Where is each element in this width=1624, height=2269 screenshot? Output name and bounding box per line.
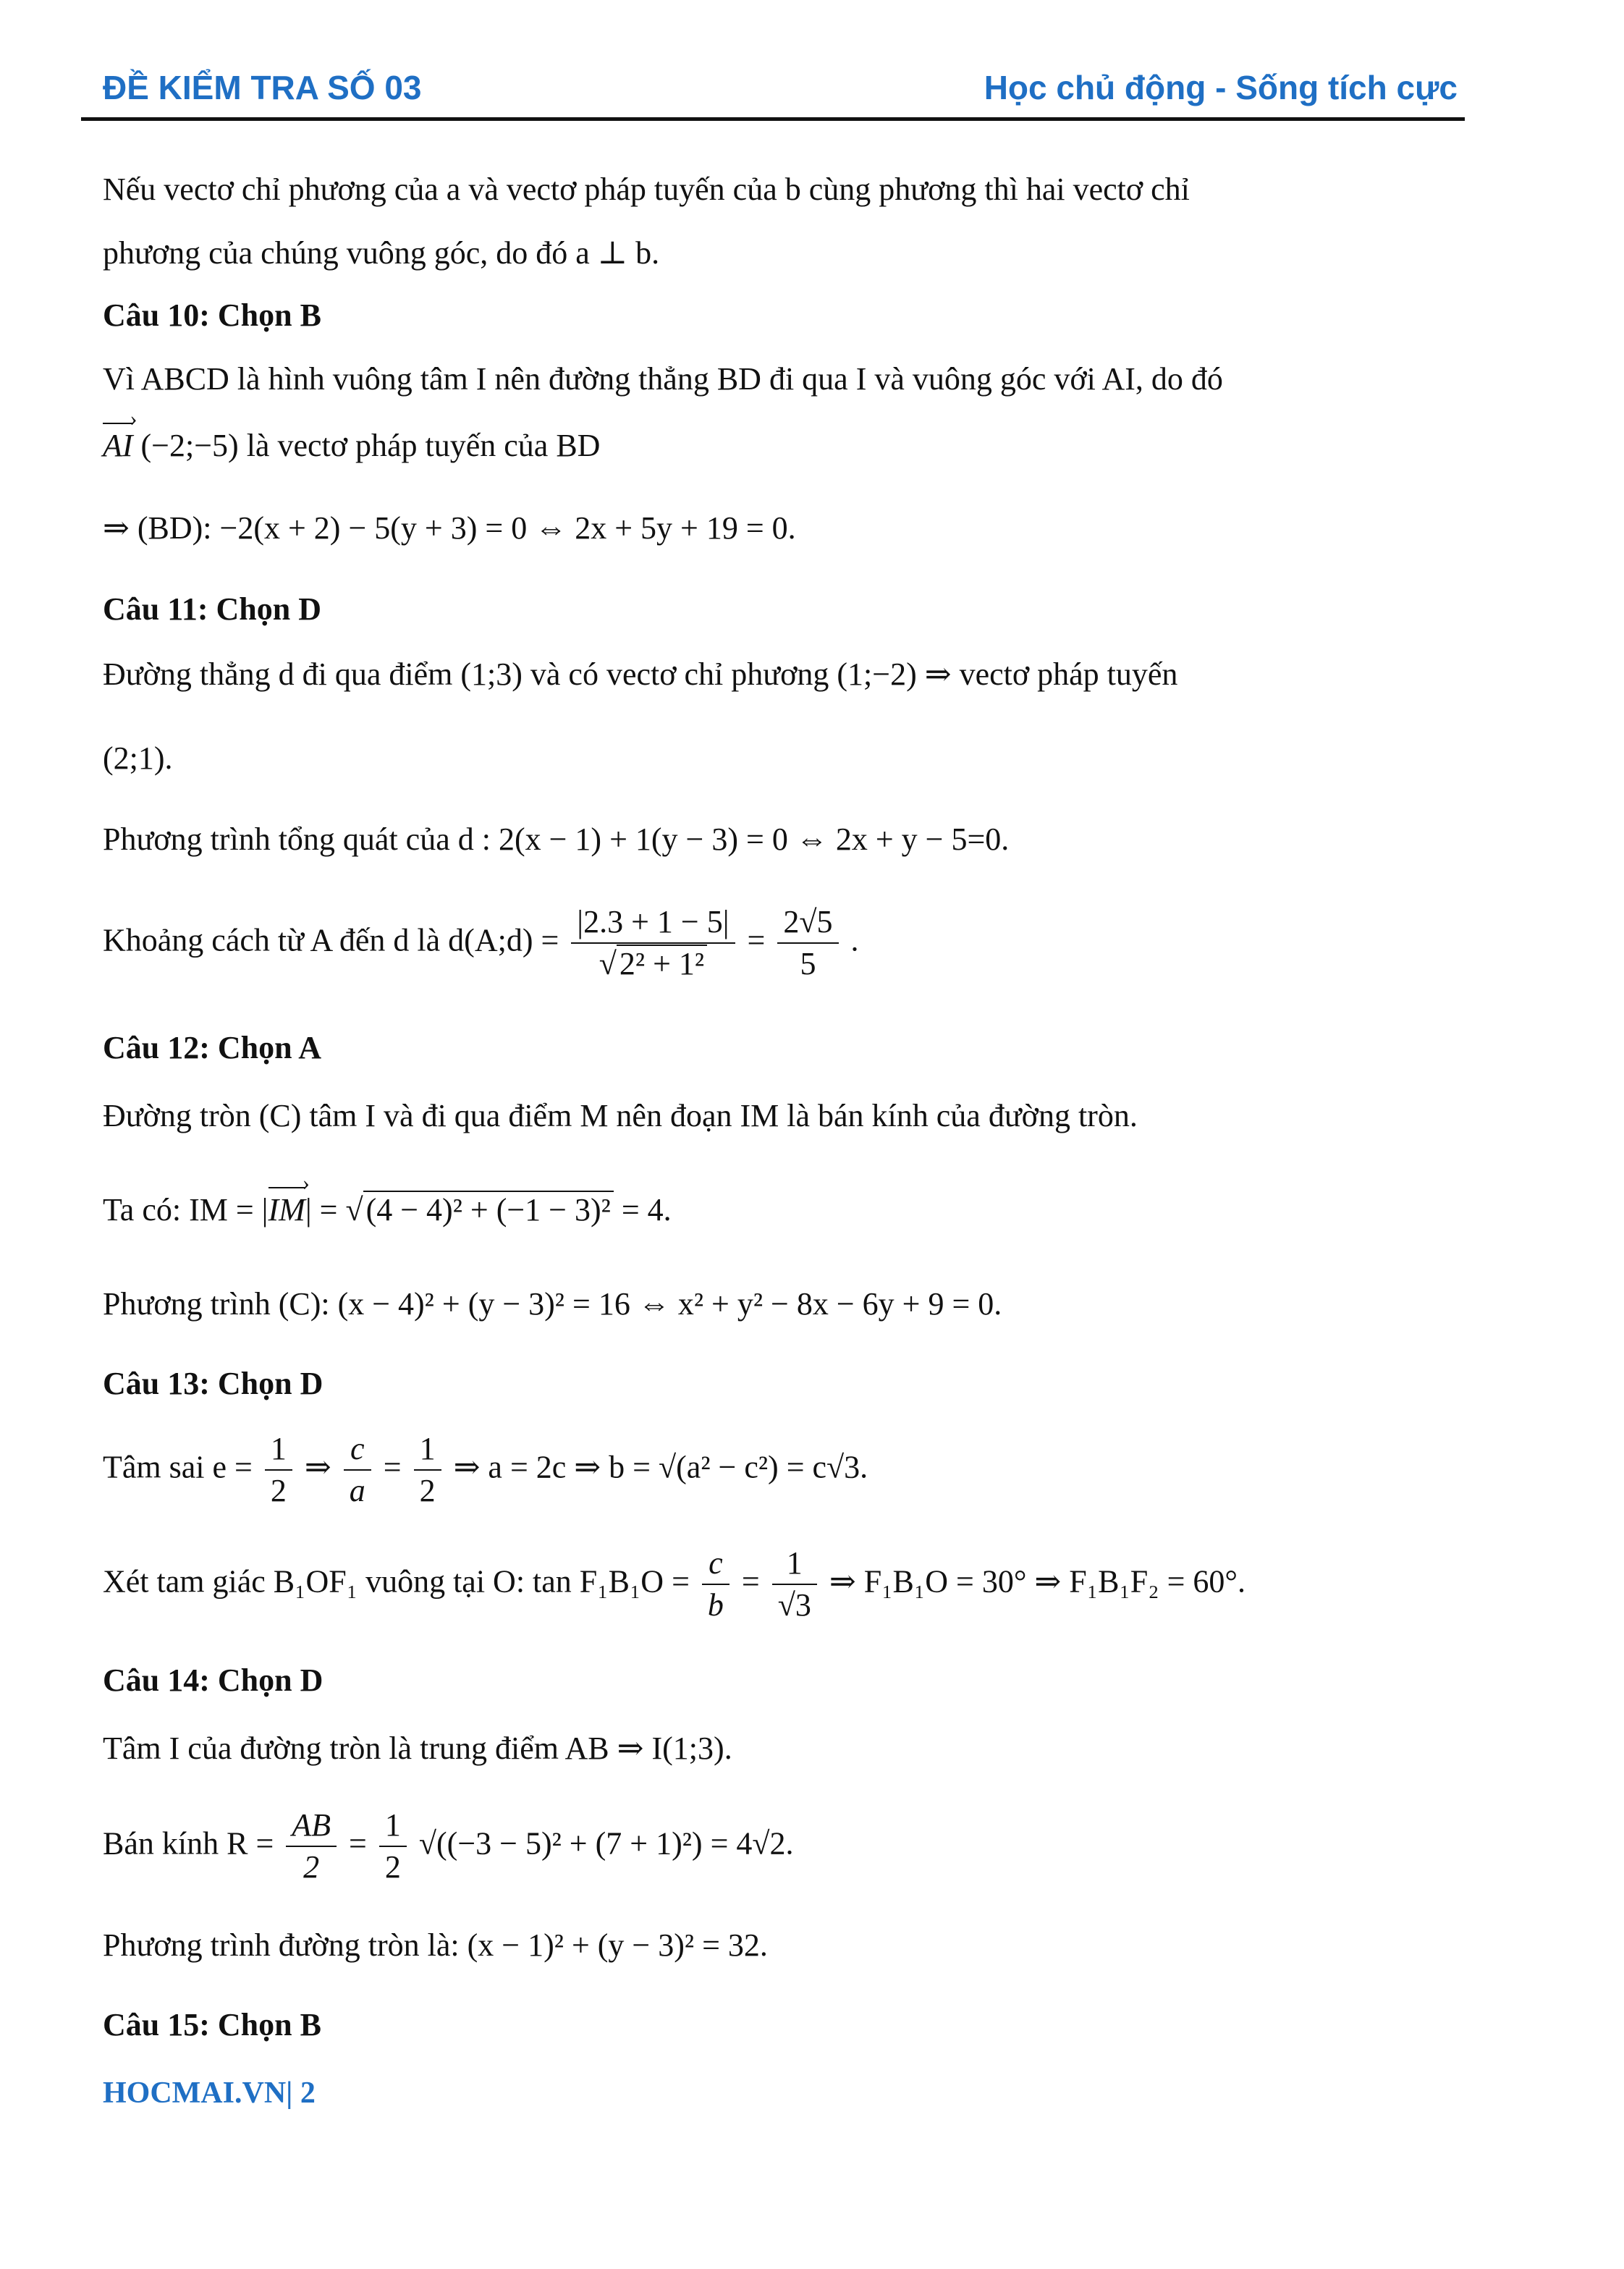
vector-im: IM › [268,1193,305,1228]
equation-line: Tâm I của đường tròn là trung điểm AB ⇒ I(1;3). [103,1731,732,1766]
text-span: . [850,922,859,958]
equation-line: ⇒ (BD): −2(x + 2) − 5(y + 3) = 0 ⇔ 2x + 5y + 19 = 0. [103,510,796,546]
fraction-numerator: AB [286,1808,337,1847]
fraction-denominator: 5 [800,946,816,982]
fraction [571,905,735,982]
text-span: ⇒ a = 2c ⇒ b = √(a² − c²) = c√3. [453,1449,868,1485]
text-line: Đường tròn (C) tâm I và đi qua điểm M nên đoạn IM là bán kính của đường tròn. [103,1098,1138,1133]
text-span: Bán kính R = [103,1825,274,1862]
text-span: = 4. [613,1192,672,1228]
fraction-denominator: b [707,1587,724,1623]
text-span: √((−3 − 5)² + (7 + 1)²) = 4√2. [418,1825,794,1862]
text-line: Đường thẳng d đi qua điểm (1;3) và có vectơ chỉ phương (1;−2) ⇒ vectơ pháp tuyến [103,656,1178,692]
question-heading: Câu 11: Chọn D [103,591,321,627]
page-footer: HOCMAI.VN| 2 [103,2076,316,2110]
text-span: ⇒ F₁B₁O = 30° ⇒ F₁B₁F₂ = 60°. [829,1563,1246,1600]
equation-line [103,1432,868,1509]
text-span: | = [305,1192,346,1228]
sqrt-body: 2² + 1² [617,945,707,981]
fraction-numerator: 1 [265,1432,292,1471]
question-heading: Câu 15: Chọn B [103,2007,321,2042]
fraction-numerator: c [702,1546,729,1585]
text-span: Tâm sai e = [103,1449,253,1485]
text-span: = [383,1449,402,1485]
fraction [772,1546,817,1623]
fraction [379,1808,407,1885]
question-heading: Câu 14: Chọn D [103,1662,323,1698]
equation-line [103,1808,794,1885]
text-span: = [747,922,766,958]
header-title: ĐỀ KIỂM TRA SỐ 03 [103,69,422,106]
question-heading: Câu 12: Chọn A [103,1030,321,1065]
equation-line: Phương trình đường tròn là: (x − 1)² + (y − 3)² = 32. [103,1927,768,1963]
text-line: (2;1). [103,740,173,776]
fraction-numerator: 1 [379,1808,407,1847]
text-line [103,428,600,463]
text-span: ⇒ [304,1449,331,1485]
fraction-numerator: 1 [414,1432,441,1471]
fraction [265,1432,292,1509]
fraction [777,905,838,982]
fraction-numerator: c [344,1432,371,1471]
equation-line [103,905,859,982]
header-slogan: Học chủ động - Sống tích cực [984,69,1458,106]
fraction-numerator: 2√5 [777,905,838,944]
equation-line: Ta có: IM = |IM ›| = √(4 − 4)² + (−1 − 3)² = 4. [103,1193,672,1228]
fraction-denominator: a [349,1473,365,1509]
text-line: Vì ABCD là hình vuông tâm I nên đường thẳng BD đi qua I và vuông góc với AI, do đó [103,361,1223,397]
equation-line [103,1546,1246,1623]
fraction-denominator: 2 [303,1849,320,1885]
fraction [702,1546,729,1623]
fraction [344,1432,371,1509]
fraction [286,1808,337,1885]
fraction-denominator: √3 [777,1587,811,1623]
text-span: (−2;−5) là vectơ pháp tuyến của BD [140,428,601,463]
text-span: = [349,1825,367,1862]
fraction-numerator: |2.3 + 1 − 5| [571,905,735,944]
sqrt-body: (4 − 4)² + (−1 − 3)² [363,1191,614,1228]
equation-line: Phương trình tổng quát của d : 2(x − 1) + 1(y − 3) = 0 ⇔ 2x + y − 5=0. [103,821,1010,857]
text-span: Xét tam giác B₁OF₁ vuông tại O: tan F₁B₁O = [103,1563,690,1600]
text-line: phương của chúng vuông góc, do đó a ⊥ b. [103,235,660,271]
text-span: Ta có: IM = | [103,1192,268,1228]
fraction [414,1432,441,1509]
fraction-denominator: 2 [419,1473,436,1509]
fraction-denominator: 2 [270,1473,287,1509]
vector-ai: AI › [103,428,133,463]
equation-line: Phương trình (C): (x − 4)² + (y − 3)² = 16 ⇔ x² + y² − 8x − 6y + 9 = 0. [103,1286,1002,1322]
header-divider [81,117,1465,121]
text-line: Nếu vectơ chỉ phương của a và vectơ pháp tuyến của b cùng phương thì hai vectơ chỉ [103,172,1190,207]
fraction-denominator: √2² + 1² [571,944,735,981]
text-span: Khoảng cách từ A đến d là d(A;d) = [103,922,559,958]
question-heading: Câu 13: Chọn D [103,1366,323,1401]
fraction-numerator: 1 [772,1546,817,1585]
fraction-denominator: 2 [384,1849,401,1885]
question-heading: Câu 10: Chọn B [103,297,321,333]
text-span: = [741,1563,760,1600]
page-header [81,68,1465,119]
